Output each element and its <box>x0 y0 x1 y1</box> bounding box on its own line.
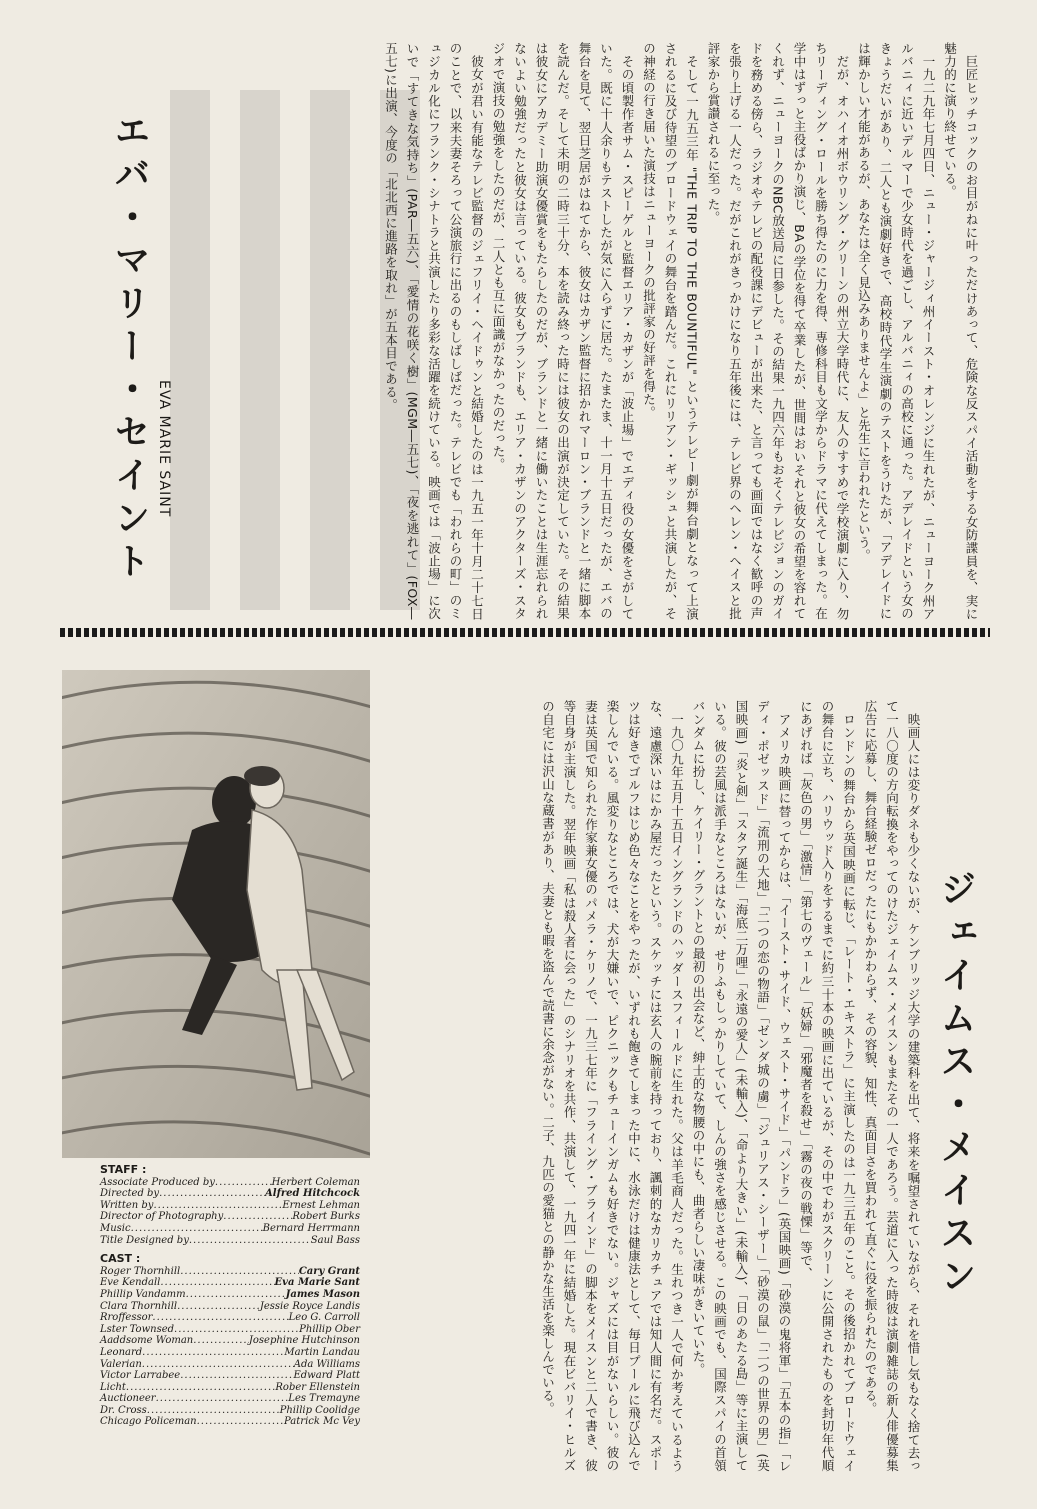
leader-dots <box>215 1177 272 1189</box>
leader-dots <box>180 1266 299 1278</box>
leader-dots <box>147 1405 280 1417</box>
eva-paragraph: だが、オハイオ州ボウリング・グリーンの州立大学時代に、友人のすすめで学校演劇に入り、勿ちリーディング・ロールを勝ち得たのに力を得、専修科目も文学からドラマに代えてしまった。在学中はずっと主役ばかり演じ、BAの学位を得て卒業したが、世間はおいそれと彼女の希望を容れてくれず、ニューヨークのNBC放送局に日参した。その結果一九四六年もおそくテレビジョンのガイドを務める傍ら、ラジオやテレビの配役課にデビューが出来た、と言っても画面ではなく歓呼の声を張り上げる一人だった。だがこれがきっかけになり五年後には、テレビ界のヘレン・ヘイスと批評家から賞讃されるに至った。 <box>706 42 850 620</box>
cast-credit-name: Jessie Royce Landis <box>259 1300 360 1312</box>
cast-credit-name: Leo G. Carroll <box>288 1312 360 1324</box>
cast-credit <box>100 1393 360 1405</box>
credits-block <box>100 1164 360 1428</box>
film-still-photo <box>62 670 370 1158</box>
cast-credit-name: Ada Williams <box>293 1358 360 1370</box>
staff-credit-name: Herbert Coleman <box>271 1176 360 1188</box>
leader-dots <box>193 1335 249 1347</box>
cast-credit <box>100 1335 360 1347</box>
staff-credit <box>100 1235 360 1247</box>
staff-list <box>100 1177 360 1247</box>
eva-article-body <box>208 42 982 620</box>
staff-credit <box>100 1223 360 1235</box>
cast-credit <box>100 1405 360 1417</box>
eva-paragraph: 彼女が君い有能なテレビ監督のジェフリイ・ヘイドゥンと結婚したのは一九五一年十月二十七日のことで、以来夫妻そろって公演旅行に出るのもしばしばだった。テレビでも「われらの町」のミュジカル化にフランク・シナトラと共演したり多彩な活躍を続けている。映画では「波止場」に次いで「すてきな気持ち」(PAR―五六)、「愛情の花咲く樹」(MGM―五七)、「夜を逃れて」(FOX―五七)に出演、今度の「北北西に進路を取れ」が五本目である。 <box>383 42 485 620</box>
cast-credit-role: Valerian <box>100 1358 142 1370</box>
cast-credit <box>100 1266 360 1278</box>
leader-dots <box>189 1235 311 1247</box>
cast-credit-role: Chicago Policeman <box>100 1416 197 1428</box>
leader-dots <box>177 1301 260 1313</box>
cast-credit-role: Leonard <box>100 1346 143 1358</box>
staff-credit <box>100 1177 360 1189</box>
cast-credit-role: Clara Thornhill <box>100 1300 178 1312</box>
mason-paragraph: ロンドンの舞台から英国映画に転じ、「レート・エキストラ」に主演したのは一九三五年のこと。その後招かれてブロードウェイの舞台に立ち、ハリウッド入りをするまでに約三十本の映画に出ているが、その中でわがスクリーンに公開されたものを封切年代順にあげれば「灰色の男」「激情」「第七のヴェール」「妖婦」「邪魔者を殺せ」「霧の夜の戦慄」等で、 <box>798 700 857 1472</box>
staff-credit-name: Bernard Herrmann <box>262 1222 360 1234</box>
staff-credit-name: Robert Burks <box>292 1211 360 1223</box>
cast-heading: CAST : <box>100 1252 141 1266</box>
leader-dots <box>197 1416 284 1428</box>
leader-dots <box>159 1188 265 1200</box>
staff-credit-role: Directed by <box>100 1188 160 1200</box>
cast-credit <box>100 1277 360 1289</box>
cast-credit-name: Les Tremayne <box>288 1393 360 1405</box>
cast-credit-role: Roger Thornhill <box>100 1265 181 1277</box>
leader-dots <box>174 1324 299 1336</box>
cast-credit <box>100 1359 360 1371</box>
cast-credit <box>100 1416 360 1428</box>
staff-credit <box>100 1211 360 1223</box>
mason-paragraph: 映画人には変りダネも少くないが、ケンブリッジ大学の建築科を出て、将来を嘱望されていながら、それを惜し気もなく捨て去って一八〇度の方向転換をやってのけたジェイムス・メイスンもまたその一人であろう。芸道に入った時彼は演劇雑誌の新人俳優募集広告に応募し、舞台経験ゼロだったにもかかわらず、その容貌、知性、真面目さを買われて直ぐに役を振られたのである。 <box>863 700 921 1472</box>
staff-credit-name: Saul Bass <box>310 1234 360 1246</box>
eva-title: エバ・マリー・セイント <box>109 112 150 585</box>
leader-dots <box>131 1223 263 1235</box>
leader-dots <box>126 1382 276 1394</box>
leader-dots <box>153 1200 282 1212</box>
staff-heading: STAFF : <box>100 1163 147 1176</box>
cast-credit-name: James Mason <box>285 1288 360 1300</box>
cast-credit <box>100 1370 360 1382</box>
staff-credit-role: Associate Produced by <box>100 1176 215 1188</box>
staff-credit <box>100 1200 360 1212</box>
cast-credit-name: Martin Landau <box>284 1346 360 1358</box>
cast-credit-role: Licht <box>100 1381 126 1393</box>
cast-credit-role: Phillip Vandamm <box>100 1288 186 1300</box>
cast-credit-name: Edward Platt <box>293 1370 360 1382</box>
leader-dots <box>142 1347 284 1359</box>
staff-credit-role: Director of Photography <box>100 1211 224 1223</box>
staff-credit-name: Alfred Hitchcock <box>265 1188 360 1200</box>
leader-dots <box>180 1370 293 1382</box>
cast-credit-name: Cary Grant <box>298 1265 360 1277</box>
mason-article-body <box>386 700 924 1472</box>
cast-credit <box>100 1312 360 1324</box>
cast-credit-name: Phillip Ober <box>299 1323 360 1335</box>
cast-credit-role: Lster Townsed <box>100 1323 175 1335</box>
leader-dots <box>156 1393 289 1405</box>
leader-dots <box>152 1312 288 1324</box>
cast-credit-role: Rroffessor <box>100 1312 153 1324</box>
cast-credit-role: Auctioneer <box>100 1393 156 1405</box>
eva-paragraph: 巨匠ヒッチコックのお目がねに叶っただけあって、危険な反スパイ活動をする女防諜員を、実に魅力的に演り終せている。 <box>942 42 979 620</box>
eva-paragraph: その頃製作者サム・スピーゲルと監督エリア・カザンが「波止場」でエディ役の女優をさがしていた。既に十人余りもテストしたが気に入らずに居た。たまたま、十一月十五日だったが、エバの舞台を見て、翌日芝居がはねてから、彼女はカザン監督に招かれマーロン・ブランドと一緒に脚本を読んだ。そして未明の二時三十分、本を読み終った時には彼女の出演が決定していた。その結果は彼女にアカデミー助演女優賞をもたらしたのだが、ブランドと一緒に働いたことは生涯忘れられないよい勉強だったと彼女は言っている。彼女もブランドも、エリア・カザンのアクターズ・スタジオで演技の勉強をしたのだが、二人とも互に面識がなかったのだった。 <box>491 42 635 620</box>
cast-credit <box>100 1347 360 1359</box>
cast-credit-name: Josephine Hutchinson <box>248 1335 360 1347</box>
mason-paragraph: アメリカ映画に替ってからは、「イースト・サイド、ウェスト・サイド」「パンドラ」(英国映画)「砂漠の鬼将軍」「五本の指」「レディ・ポゼッスド」「流刑の大地」「二つの恋の物語」「ゼンダ城の虜」「ジュリアス・シーザー」「砂漠の鼠」「二つの世界の男」(英国映画)「炎と剣」「スタア誕生」「海底二万哩」「永遠の愛人」(未輸入)、「命より大きい」(未輸入)、「日のあたる島」等に主演している。彼の芸風は派手なところはないが、せりふもしっかりしていて、しんの強さを感じさせる。この映画でも、国際スパイの首領バンダムに扮し、ケイリー・グラントとの最初の出会など、紳士的な物腰の中にも、曲者らしい凄味がきいていた。 <box>691 700 792 1472</box>
cast-credit-name: Patrick Mc Vey <box>284 1416 360 1428</box>
staff-credit-role: Music <box>100 1222 131 1234</box>
cast-credit-name: Phillip Coolidge <box>279 1404 360 1416</box>
photo-illustration <box>62 670 370 1158</box>
staff-credit <box>100 1188 360 1200</box>
mason-paragraph: 一九〇九年五月十五日イングランドのハッダースフィールドに生れた。父は羊毛商人だった。生れつき一人で何か考えているような、遠慮深いはにかみ屋だったという。スケッチには玄人の腕前を持っており、諷刺的なカリカチュアでは知人間に有名だ。スポーツは好きでゴルフはじめ色々なことをやったが、いずれも飽きてしまった中に、水泳だけは健康法として、毎日プールに飛び込んで楽しんでいる。風変りなところでは、犬が大嫌いで、ピクニックもチューインガムも好きでない。ジャズには目がないらしい。彼の妻は英国で知られた作家兼女優のパメラ・ケリノで、一九三七年に「フライング・ブラインド」の脚本をメイスンと二人で書き、彼等自身が主演した。翌年映画「私は殺人者に会った」のシナリオを共作、共演して、一九四一年に結婚した。現在ビバリイ・ヒルズの自宅には沢山な蔵書があり、夫妻とも暇を盗んで読書に余念がない。二子、九匹の愛猫との静かな生活を楽しんでいる。 <box>540 700 685 1472</box>
section-divider <box>60 628 990 637</box>
eva-romaji: EVA MARIE SAINT <box>156 380 172 518</box>
cast-credit <box>100 1324 360 1336</box>
staff-credit-role: Title Designed by <box>100 1234 189 1246</box>
cast-credit <box>100 1301 360 1313</box>
leader-dots <box>223 1211 292 1223</box>
leader-dots <box>186 1289 286 1301</box>
staff-credit-name: Ernest Lehman <box>282 1199 360 1211</box>
cast-credit <box>100 1382 360 1394</box>
cast-credit-name: Rober Ellenstein <box>275 1381 360 1393</box>
cast-credit-role: Victor Larrabee <box>100 1370 181 1382</box>
leader-dots <box>160 1277 274 1289</box>
cast-credit <box>100 1289 360 1301</box>
cast-credit-name: Eva Marie Sant <box>274 1277 360 1289</box>
eva-paragraph: そして一九五三年 "THE TRIP TO THE BOUNTIFUL" というテレビー劇が舞台劇となって上演されるに及び待望のブロードウェイの舞台を踏んだ。これにリリアン・ギッシュと共演したが、その神経の行き届いた演技はニューヨークの批評家の好評を得た。 <box>641 42 700 620</box>
mason-title: ジェイムス・メイスン <box>935 870 976 1300</box>
cast-credit-role: Aaddsome Woman <box>100 1335 194 1347</box>
staff-credit-role: Written by <box>100 1199 154 1211</box>
cast-credit-role: Eve Kendall <box>100 1277 161 1289</box>
eva-paragraph: 一九二九年七月四日、ニュー・ジャージィ州イースト・オレンジに生れたが、ニューヨーク州アルバニィに近いデルマーで少女時代を過ごし、アルバニィの高校に通った。アデレイドという女のきょうだいがあり、二人とも演劇好きで、高校時代学生演劇のテストをうけたが、「アデレイドには輝かしい才能があるが、あなたは全く見込みありませんよ」と先生に言われたという。 <box>856 42 936 620</box>
leader-dots <box>142 1359 294 1371</box>
cast-credit-role: Dr. Cross <box>100 1404 147 1416</box>
cast-list <box>100 1266 360 1428</box>
